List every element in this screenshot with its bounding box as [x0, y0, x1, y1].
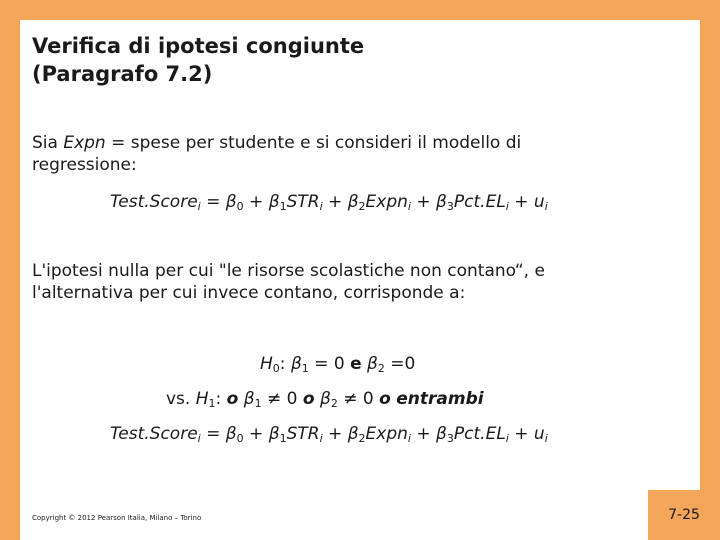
- page-number: 7-25: [668, 507, 700, 523]
- h1-beta: β: [320, 389, 331, 409]
- footer: [20, 490, 648, 540]
- intro-variable: Expn: [63, 133, 106, 153]
- eq-str: STR: [286, 192, 320, 212]
- copyright-notice: Copyright © 2012 Pearson Italia, Milano – Torino: [32, 514, 202, 522]
- eq-u: u: [533, 192, 545, 212]
- h1-both: entrambi: [396, 389, 484, 409]
- eq-expn: Expn: [365, 424, 408, 444]
- eq-plus: +: [243, 424, 269, 444]
- h0-beta: β: [290, 354, 302, 374]
- eq-sub: i: [319, 432, 323, 445]
- h0-H: H: [260, 354, 273, 374]
- eq-beta: β: [436, 192, 447, 212]
- h1-H: H: [195, 389, 209, 409]
- h0-eq: =0: [384, 354, 416, 374]
- intro-paragraph: [32, 132, 521, 176]
- regression-equation-2: [110, 424, 548, 444]
- eq-sub: i: [319, 200, 323, 213]
- h0-and: e: [350, 354, 362, 374]
- eq-plus: +: [322, 192, 348, 212]
- h1-sub: 2: [330, 397, 338, 410]
- eq-sub: i: [544, 432, 548, 445]
- eq-pctel: Pct.EL: [453, 424, 506, 444]
- h0-colon: :: [279, 354, 291, 374]
- eq-sub: 2: [358, 200, 366, 213]
- slide-content-panel: [20, 20, 700, 490]
- intro-line-1-rest: = spese per studente e si consideri il modello di: [105, 133, 522, 153]
- h1-sub: 1: [208, 397, 216, 410]
- eq-plus: +: [410, 192, 437, 212]
- eq-beta: β: [268, 192, 280, 212]
- h0-beta: β: [367, 354, 378, 374]
- h1-neq: ≠ 0: [261, 389, 303, 409]
- eq-lhs: Test.Score: [110, 192, 198, 212]
- eq-sub: 3: [446, 200, 454, 213]
- h1-or: o: [302, 389, 315, 409]
- alternative-hypothesis: [166, 389, 484, 409]
- eq-plus: +: [243, 192, 269, 212]
- h0-sub: 1: [301, 362, 309, 375]
- eq-sub: 0: [236, 200, 244, 213]
- eq-sub: 1: [279, 200, 287, 213]
- eq-sub: i: [197, 432, 201, 445]
- eq-equals: =: [200, 192, 226, 212]
- eq-sub: i: [505, 200, 509, 213]
- eq-sub: i: [407, 200, 411, 213]
- eq-equals: =: [200, 424, 226, 444]
- eq-sub: i: [505, 432, 509, 445]
- eq-beta: β: [225, 424, 237, 444]
- title-line-2: (Paragrafo 7.2): [32, 62, 213, 86]
- h0-sub: 2: [377, 362, 385, 375]
- h1-sub: 1: [254, 397, 262, 410]
- eq-sub: 1: [279, 432, 287, 445]
- h1-neq: ≠ 0: [337, 389, 380, 409]
- hypothesis-line-1: L'ipotesi nulla per cui "le risorse scolastiche non contano“, e: [32, 261, 545, 281]
- eq-plus: +: [508, 192, 534, 212]
- h0-eq: = 0: [308, 354, 351, 374]
- eq-beta: β: [268, 424, 280, 444]
- intro-prefix: Sia: [32, 133, 64, 153]
- h1-or: o: [226, 389, 239, 409]
- h1-vs: vs.: [166, 389, 196, 409]
- eq-sub: i: [407, 432, 411, 445]
- h1-or: o: [379, 389, 391, 409]
- eq-beta: β: [347, 192, 359, 212]
- eq-beta: β: [347, 424, 359, 444]
- h1-beta: β: [243, 389, 255, 409]
- eq-plus: +: [410, 424, 437, 444]
- eq-beta: β: [225, 192, 237, 212]
- regression-equation-1: [110, 192, 548, 212]
- eq-pctel: Pct.EL: [453, 192, 506, 212]
- intro-line-2: regressione:: [32, 155, 137, 175]
- title-line-1: Verifica di ipotesi congiunte: [32, 34, 365, 58]
- eq-sub: 0: [236, 432, 244, 445]
- eq-sub: 3: [446, 432, 454, 445]
- hypothesis-line-2: l'alternativa per cui invece contano, corrisponde a:: [32, 283, 466, 303]
- eq-plus: +: [322, 424, 348, 444]
- slide-title: [32, 32, 364, 88]
- eq-plus: +: [508, 424, 534, 444]
- eq-str: STR: [286, 424, 320, 444]
- h0-sub: 0: [272, 362, 280, 375]
- eq-beta: β: [436, 424, 447, 444]
- eq-lhs: Test.Score: [110, 424, 198, 444]
- eq-sub: 2: [358, 432, 366, 445]
- null-hypothesis: [260, 354, 415, 374]
- eq-expn: Expn: [365, 192, 408, 212]
- eq-u: u: [533, 424, 545, 444]
- eq-sub: i: [544, 200, 548, 213]
- h1-colon: :: [215, 389, 227, 409]
- hypothesis-paragraph: [32, 260, 545, 304]
- eq-sub: i: [197, 200, 201, 213]
